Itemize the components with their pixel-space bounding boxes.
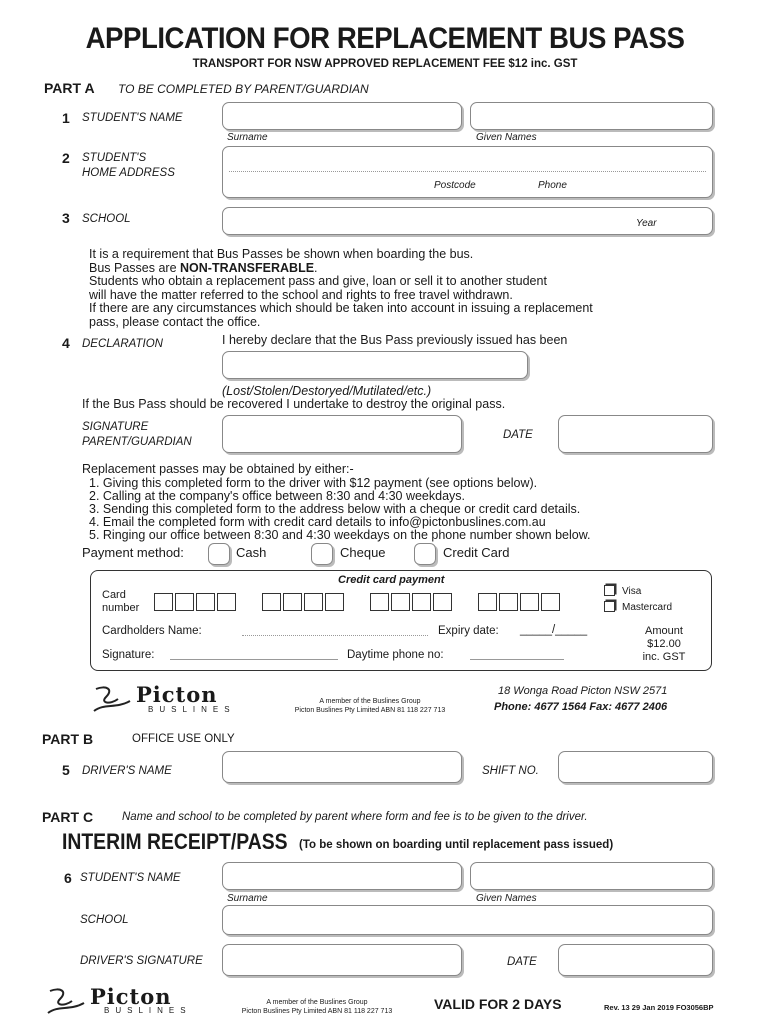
- swoosh-icon: [46, 985, 86, 1019]
- phone-caption: Phone: [538, 180, 567, 191]
- list-item: 2. Calling at the company's office between 8:30 and 4:30 weekdays.: [89, 489, 466, 503]
- picton-logo-mark: [92, 683, 132, 719]
- footer-logo-mark: [46, 985, 86, 1019]
- card-digit[interactable]: [217, 593, 236, 611]
- notice-paragraph: [89, 248, 709, 329]
- card-number-group-3[interactable]: [370, 593, 454, 616]
- card-digit[interactable]: [325, 593, 344, 611]
- card-digit[interactable]: [154, 593, 173, 611]
- cash-label: Cash: [236, 545, 267, 560]
- visa-checkbox[interactable]: [604, 585, 615, 596]
- card-digit[interactable]: [175, 593, 194, 611]
- receipt-date-field[interactable]: [558, 944, 713, 976]
- notice-line-6: pass, please contact the office.: [89, 314, 261, 329]
- card-digit[interactable]: [391, 593, 410, 611]
- card-digit[interactable]: [262, 593, 281, 611]
- interim-receipt-title: INTERIM RECEIPT/PASS: [62, 829, 288, 854]
- q4-label: DECLARATION: [82, 338, 163, 350]
- replacement-options-list: [89, 477, 709, 542]
- part-b-label: PART B: [42, 731, 94, 747]
- company-logo-sub: BUSLINES: [148, 705, 236, 714]
- notice-line-5: If there are any circumstances which should be taken into account in issuing a replacement: [89, 301, 593, 315]
- address-divider: [229, 171, 706, 172]
- part-a-note: TO BE COMPLETED BY PARENT/GUARDIAN: [118, 82, 369, 96]
- date-label: DATE: [503, 429, 533, 441]
- student-given-names-field[interactable]: [470, 102, 713, 130]
- q6-label: STUDENT'S NAME: [80, 872, 181, 884]
- q4-number: 4: [62, 335, 70, 351]
- company-address: 18 Wonga Road Picton NSW 2571: [498, 685, 668, 697]
- card-digit[interactable]: [499, 593, 518, 611]
- cc-signature-label: Signature:: [102, 649, 155, 661]
- amount-label: Amount: [645, 625, 683, 637]
- interim-receipt-subtitle: (To be shown on boarding until replacement pass issued): [299, 839, 614, 851]
- receipt-given-names-caption: Given Names: [476, 893, 537, 904]
- shift-no-label: SHIFT NO.: [482, 765, 539, 777]
- part-c-note: Name and school to be completed by parent where form and fee is to be given to the driver.: [122, 811, 588, 823]
- mastercard-checkbox[interactable]: [604, 601, 615, 612]
- daytime-phone-field[interactable]: [470, 659, 564, 660]
- signature-label-line2: PARENT/GUARDIAN: [82, 436, 192, 448]
- company-logo-name: Picton: [136, 682, 218, 707]
- list-item: 1. Giving this completed form to the driver with $12 payment (see options below).: [89, 476, 538, 490]
- credit-card-title: Credit card payment: [338, 574, 445, 586]
- cardholder-name-label: Cardholders Name:: [102, 625, 202, 637]
- list-item: 3. Sending this completed form to the address below with a cheque or credit card details.: [89, 502, 581, 516]
- q1-number: 1: [62, 110, 70, 126]
- list-item: 4. Email the completed form with credit card details to info@pictonbuslines.com.au: [89, 515, 546, 529]
- amount-gst: inc. GST: [642, 651, 686, 663]
- footer-logo-sub: BUSLINES: [104, 1006, 192, 1015]
- part-b-note: OFFICE USE ONLY: [132, 733, 235, 745]
- cardholder-name-field[interactable]: [242, 635, 428, 636]
- mastercard-label: Mastercard: [622, 602, 673, 613]
- cash-checkbox[interactable]: [208, 543, 230, 565]
- card-digit[interactable]: [412, 593, 431, 611]
- footer-logo-name: Picton: [90, 984, 172, 1009]
- revision-code: Rev. 13 29 Jan 2019 FO3056BP: [604, 1003, 714, 1012]
- card-digit[interactable]: [304, 593, 323, 611]
- card-digit[interactable]: [196, 593, 215, 611]
- footer-member-info: A member of the Buslines Group Picton Buslines Pty Limited ABN 81 118 227 713: [241, 999, 393, 1015]
- credit-card-checkbox[interactable]: [414, 543, 436, 565]
- card-digit[interactable]: [541, 593, 560, 611]
- given-names-caption: Given Names: [476, 132, 537, 143]
- cc-signature-field[interactable]: [170, 659, 338, 660]
- receipt-school-field[interactable]: [222, 905, 713, 935]
- declaration-text: I hereby declare that the Bus Pass previously issued has been: [222, 333, 568, 347]
- amount-block: [634, 625, 694, 664]
- notice-line-4: will have the matter referred to the school and rights to free travel withdrawn.: [89, 287, 513, 302]
- card-number-group-4[interactable]: [478, 593, 562, 616]
- driver-signature-label: DRIVER'S SIGNATURE: [80, 955, 203, 967]
- q1-label: STUDENT'S NAME: [82, 112, 183, 124]
- swoosh-icon: [92, 683, 132, 719]
- student-surname-field[interactable]: [222, 102, 462, 130]
- form-subtitle: TRANSPORT FOR NSW APPROVED REPLACEMENT FEE $12 inc. GST: [192, 58, 578, 70]
- q3-number: 3: [62, 210, 70, 226]
- valid-for-2-days: VALID FOR 2 DAYS: [434, 996, 562, 1012]
- declaration-options: (Lost/Stolen/Destoryed/Mutilated/etc.): [222, 384, 432, 398]
- company-phone-fax: Phone: 4677 1564 Fax: 4677 2406: [494, 701, 668, 713]
- receipt-surname-field[interactable]: [222, 862, 462, 890]
- card-digit[interactable]: [478, 593, 497, 611]
- card-digit[interactable]: [520, 593, 539, 611]
- notice-line-3: Students who obtain a replacement pass and give, loan or sell it to another student: [89, 274, 547, 288]
- driver-name-field[interactable]: [222, 751, 462, 783]
- driver-signature-field[interactable]: [222, 944, 462, 976]
- card-number-label: Card number: [102, 589, 140, 614]
- q6-number: 6: [64, 870, 72, 886]
- receipt-date-label: DATE: [507, 956, 537, 968]
- daytime-phone-label: Daytime phone no:: [347, 649, 444, 661]
- declaration-reason-field[interactable]: [222, 351, 528, 379]
- year-caption: Year: [636, 218, 657, 229]
- receipt-school-label: SCHOOL: [80, 914, 129, 926]
- q3-label: SCHOOL: [82, 213, 131, 225]
- form-title: APPLICATION FOR REPLACEMENT BUS PASS: [85, 22, 685, 55]
- signature-label-line1: SIGNATURE: [82, 421, 149, 433]
- shift-no-field[interactable]: [558, 751, 713, 783]
- postcode-caption: Postcode: [434, 180, 476, 191]
- card-number-group-2[interactable]: [262, 593, 346, 616]
- receipt-given-names-field[interactable]: [470, 862, 713, 890]
- part-c-label: PART C: [42, 809, 94, 825]
- notice-line-1: It is a requirement that Bus Passes be shown when boarding the bus.: [89, 247, 474, 261]
- surname-caption: Surname: [227, 132, 268, 143]
- part-a-label: PART A: [44, 80, 95, 96]
- non-transferable-text: NON-TRANSFERABLE: [180, 260, 315, 275]
- card-digit[interactable]: [283, 593, 302, 611]
- q5-label: DRIVER'S NAME: [82, 765, 172, 777]
- credit-card-label: Credit Card: [443, 545, 510, 560]
- notice-line-2: Bus Passes are NON-TRANSFERABLE.: [89, 260, 318, 275]
- payment-method-label: Payment method:: [82, 545, 184, 560]
- q2-label-line1: STUDENT'S: [82, 152, 147, 164]
- q2-number: 2: [62, 150, 70, 166]
- q2-label-line2: HOME ADDRESS: [82, 167, 175, 179]
- company-member-info: A member of the Buslines Group Picton Buslines Pty Limited ABN 81 118 227 713: [294, 698, 446, 714]
- replacement-intro: Replacement passes may be obtained by either:-: [82, 462, 354, 476]
- card-digit[interactable]: [370, 593, 389, 611]
- q5-number: 5: [62, 762, 70, 778]
- visa-label: Visa: [622, 586, 642, 597]
- card-digit[interactable]: [433, 593, 452, 611]
- list-item: 5. Ringing our office between 8:30 and 4:30 weekdays on the phone number shown below.: [89, 528, 591, 542]
- signature-date-field[interactable]: [558, 415, 713, 453]
- expiry-date-field[interactable]: _____/_____: [520, 624, 588, 636]
- expiry-date-label: Expiry date:: [438, 625, 499, 637]
- amount-value: $12.00: [647, 638, 681, 650]
- undertake-text: If the Bus Pass should be recovered I undertake to destroy the original pass.: [82, 397, 506, 411]
- card-number-group-1[interactable]: [154, 593, 238, 616]
- cheque-label: Cheque: [340, 545, 386, 560]
- cheque-checkbox[interactable]: [311, 543, 333, 565]
- receipt-surname-caption: Surname: [227, 893, 268, 904]
- parent-signature-field[interactable]: [222, 415, 462, 453]
